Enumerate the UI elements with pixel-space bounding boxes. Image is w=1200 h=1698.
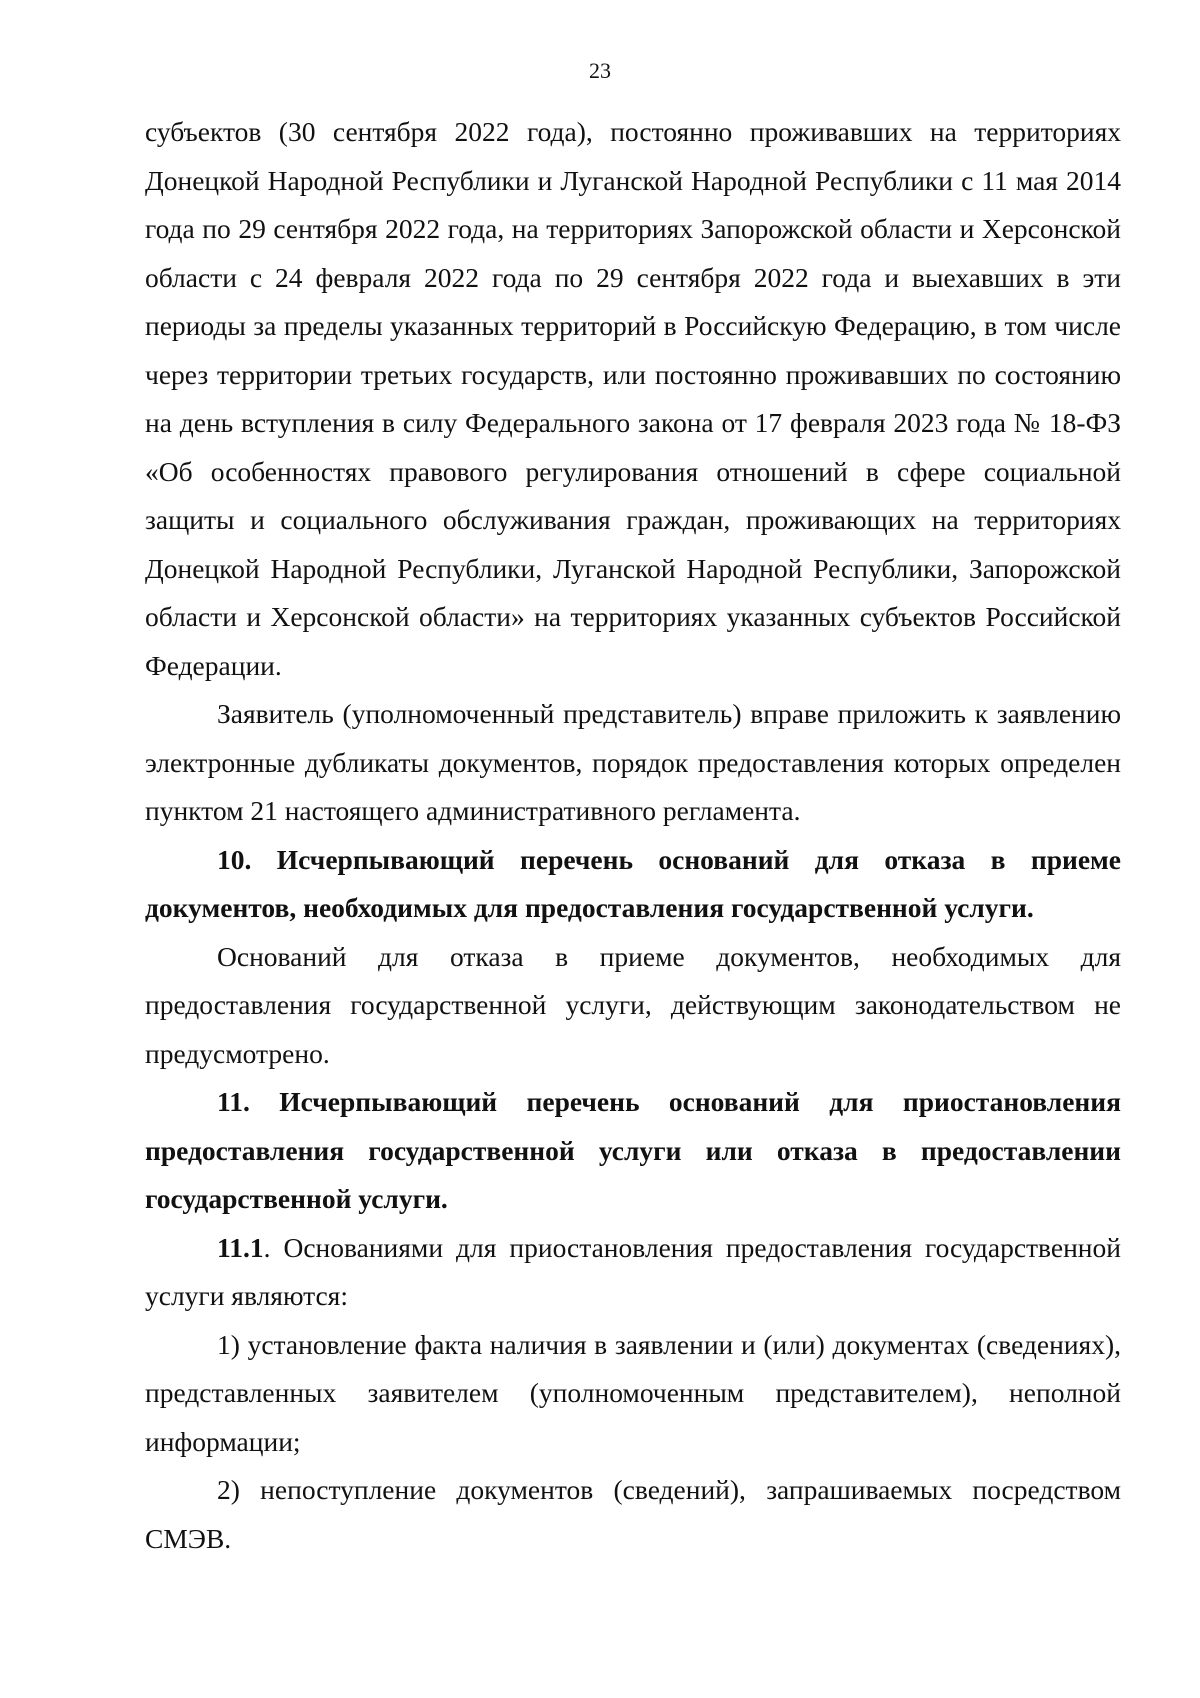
paragraph-continuation: субъектов (30 сентября 2022 года), постоянно проживавших на территориях Донецкой Народной Республики и Луганской Народной Республики с 11 мая 2014 года по 29 сентября 2022 года, на территориях Запорожской области и Херсонской области с 24 февраля 2022 года по 29 сентября 2022 года и выехавших в эти периоды за пределы указанных территорий в Российскую Федерацию, в том числе через территории третьих государств, или постоянно проживавших по состоянию на день вступления в силу Федерального закона от 17 февраля 2023 года № 18-ФЗ «Об особенностях правового регулирования отношений в сфере социальной защиты и социального обслуживания граждан, проживающих на территориях Донецкой Народной Республики, Луганской Народной Республики, Запорожской области и Херсонской области» на территориях указанных субъектов Российской Федерации. [145, 116, 1121, 681]
paragraph-11-1 [145, 1224, 1121, 1321]
section-heading-10: 10. Исчерпывающий перечень оснований для отказа в приеме документов, необходимых для предоставления государственной услуги. [145, 843, 1121, 923]
section-heading-11: 11. Исчерпывающий перечень оснований для приостановления предоставления государственной услуги или отказа в предоставлении государственной услуги. [145, 1086, 1121, 1214]
page-number: 23 [589, 58, 611, 83]
clause-text: . Основаниями для приостановления предоставления государственной услуги являются: [145, 1231, 1121, 1311]
paragraph-applicant-duplicates: Заявитель (уполномоченный представитель) вправе приложить к заявлению электронные дубликаты документов, порядок предоставления которых определен пунктом 21 настоящего административного регламента. [145, 698, 1121, 826]
list-item-1: 1) установление факта наличия в заявлении и (или) документах (сведениях), представленных заявителем (уполномоченным представителем), неполной информации; [145, 1328, 1121, 1457]
clause-number: 11.1 [217, 1231, 264, 1263]
paragraph-no-refusal-grounds: Оснований для отказа в приеме документов, необходимых для предоставления государственной услуги, действующим законодательством не предусмотрено. [145, 940, 1121, 1069]
document-body [145, 108, 1121, 1563]
list-item-2: 2) непоступление документов (сведений), запрашиваемых посредством СМЭВ. [145, 1474, 1121, 1554]
